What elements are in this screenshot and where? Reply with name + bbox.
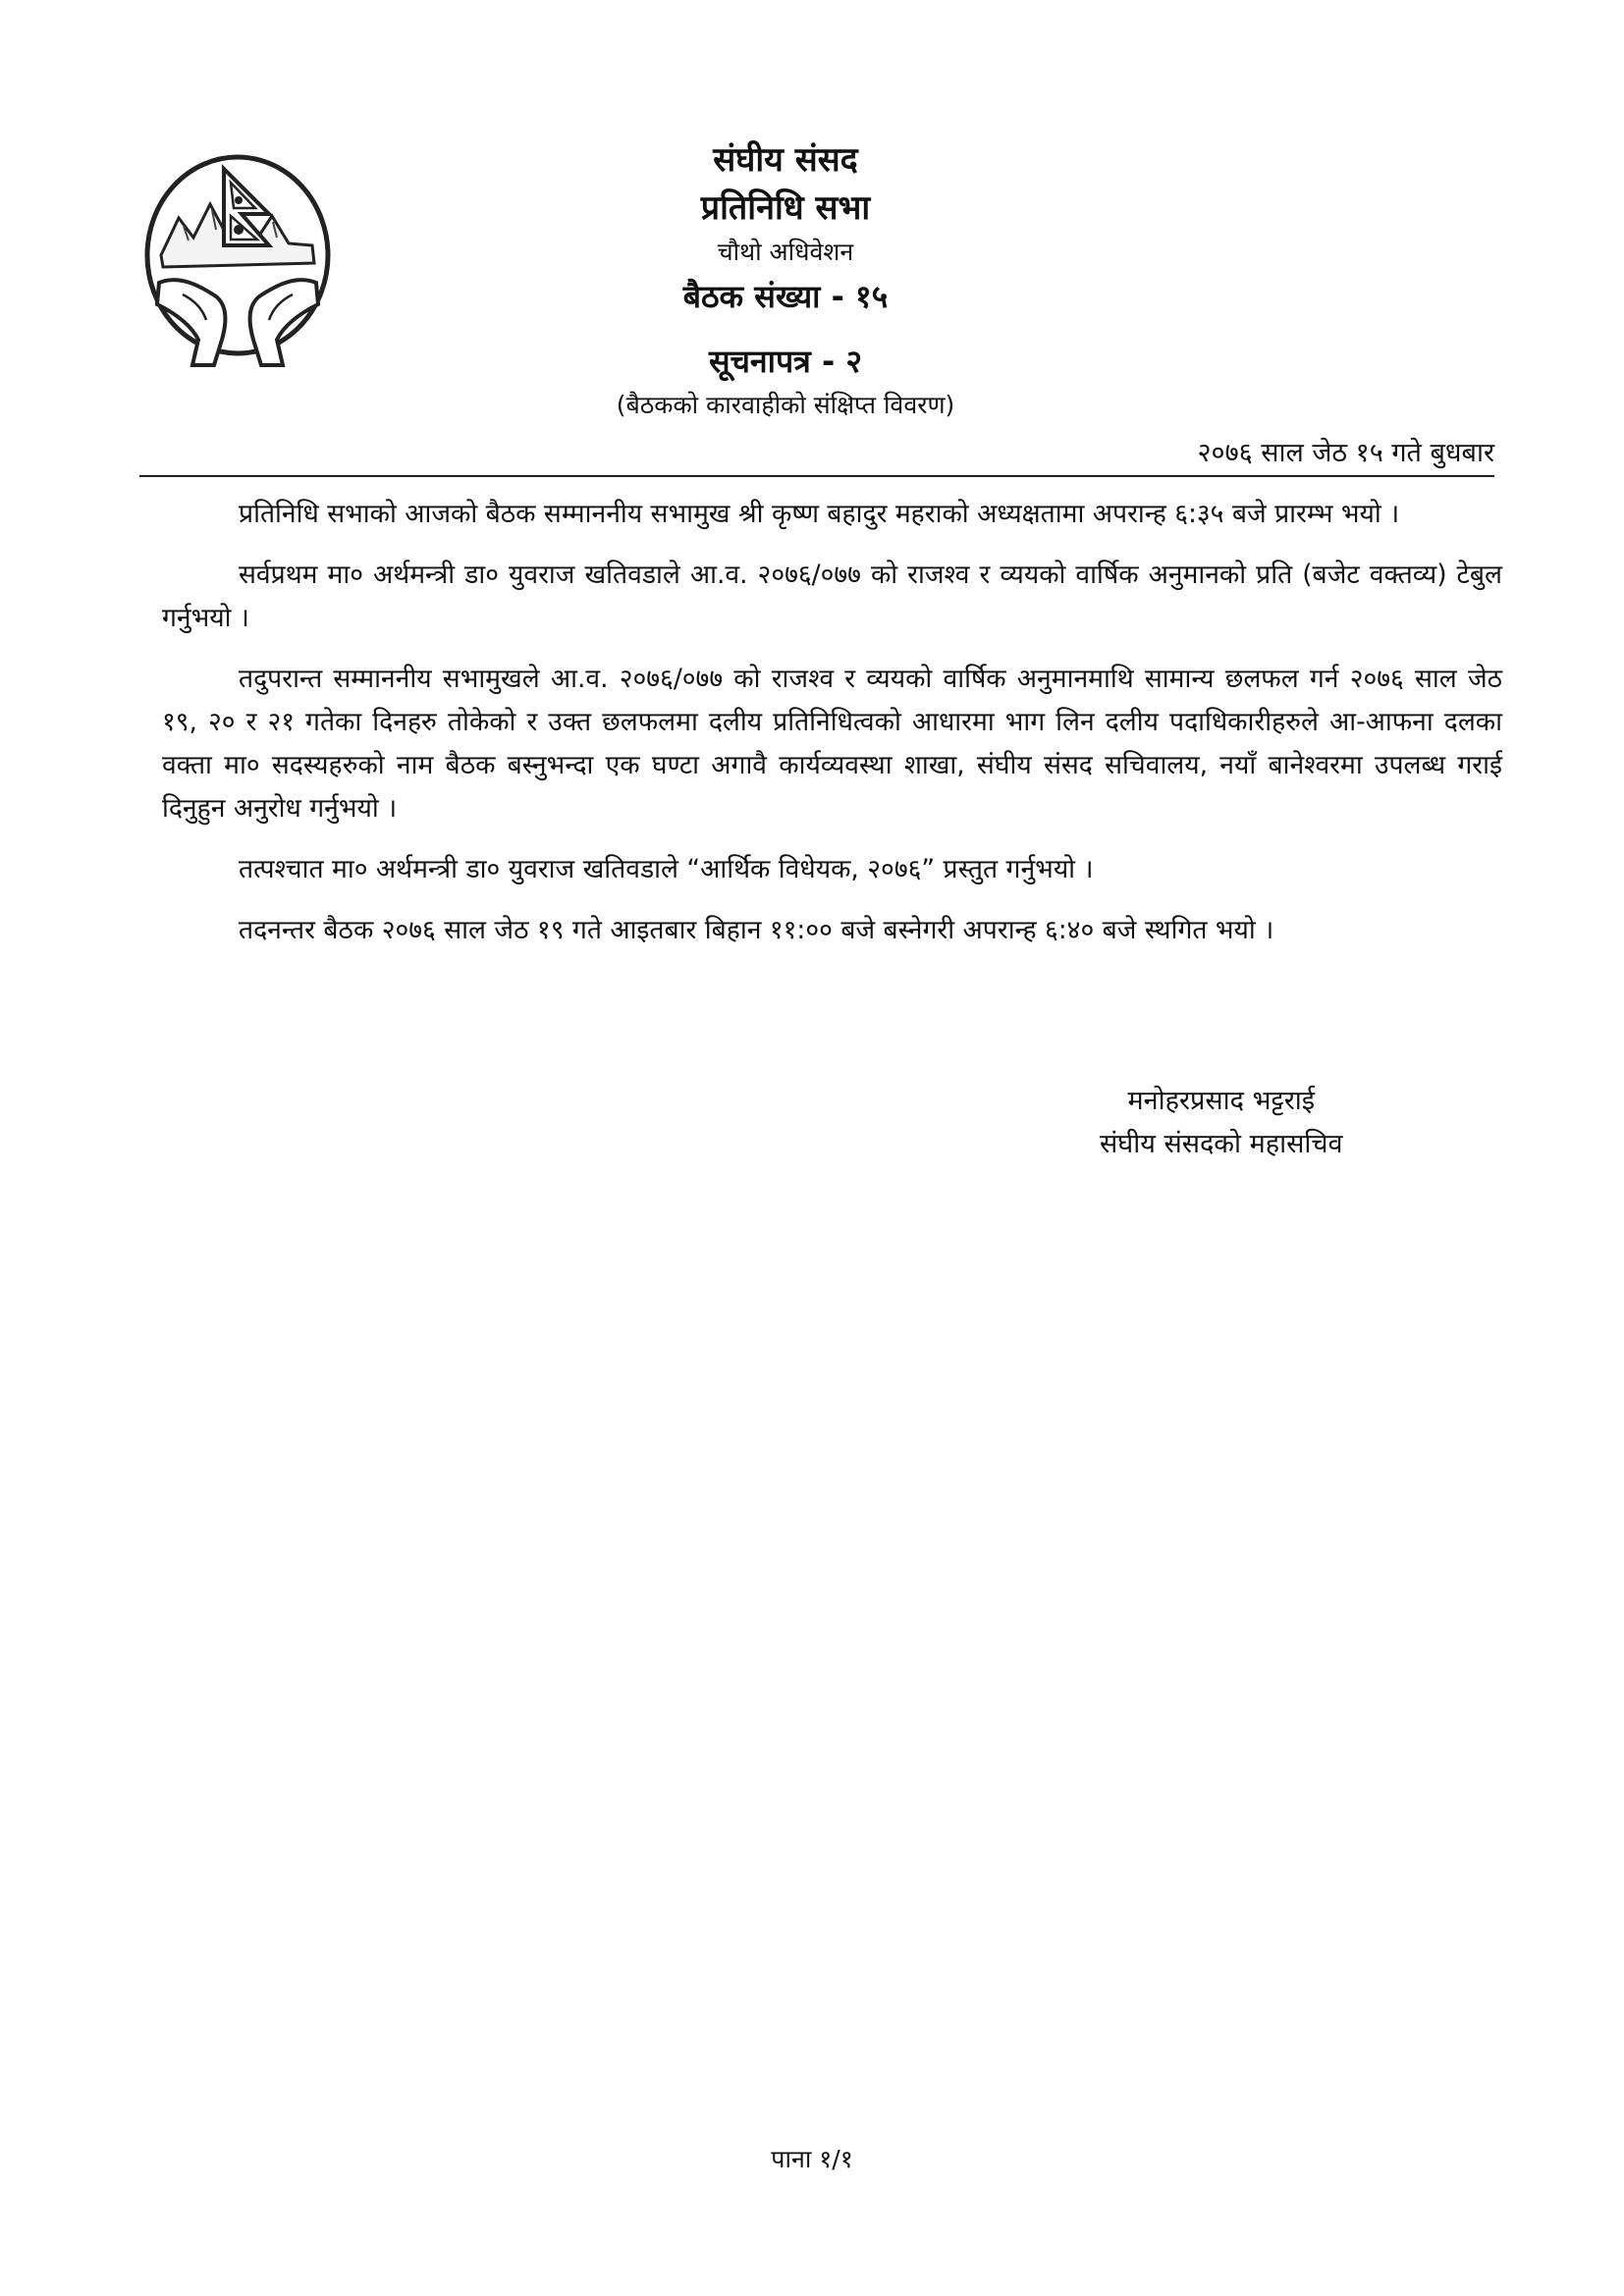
document-body [162, 493, 1502, 970]
header-session: चौथो अधिवेशन [717, 238, 854, 266]
page-number: पाना १/१ [771, 2145, 853, 2173]
paragraph: तदनन्तर बैठक २०७६ साल जेठ १९ गते आइतबार बिहान ११:०० बजे बस्नेगरी अपरान्ह ६:४० बजे स्थगित भयो । [239, 915, 1274, 945]
parliament-emblem-icon [139, 147, 336, 373]
paragraph: तत्पश्चात मा० अर्थमन्त्री डा० युवराज खतिवडाले “आर्थिक विधेयक, २०७६” प्रस्तुत गर्नुभयो । [239, 854, 1094, 884]
document-header [511, 137, 1060, 424]
paragraph: तदुपरान्त सम्माननीय सभामुखले आ.व. २०७६/०७७ को राजश्व र व्ययको वार्षिक अनुमानमाथि सामान्य छलफल गर्न २०७६ साल जेठ १९, २० र २१ गतेका दिनहरु तोकेको र उक्त छलफलमा दलीय प्रतिनिधित्वको आधारमा भाग लिन दलीय पदाधिकारीहरुले आ-आफना दलका वक्ता मा० सदस्यहरुको नाम बैठक बस्नुभन्दा एक घण्टा अगावै कार्यव्यवस्था शाखा, संघीय संसद सचिवालय, नयाँ बानेश्वरमा उपलब्ध गराई दिनुहुन अनुरोध गर्नुभयो । [162, 664, 1502, 824]
signatory-name: मनोहरप्रसाद भट्टराई [1127, 1086, 1315, 1116]
signature-block [1100, 1080, 1342, 1166]
header-divider [139, 475, 1494, 477]
header-subtitle: (बैठकको कारवाहीको संक्षिप्त विवरण) [616, 391, 955, 419]
header-meeting-number: बैठक संख्या - १५ [682, 278, 889, 315]
document-date: २०७६ साल जेठ १५ गते बुधबार [1197, 438, 1494, 468]
header-notice-number: सूचनापत्र - २ [708, 343, 863, 380]
signatory-title: संघीय संसदको महासचिव [1100, 1129, 1343, 1159]
header-house-of-representatives: प्रतिनिधि सभा [700, 188, 871, 228]
paragraph: सर्वप्रथम मा० अर्थमन्त्री डा० युवराज खतिवडाले आ.व. २०७६/०७७ को राजश्व र व्ययको वार्षिक अनुमानको प्रति (बजेट वक्तव्य) टेबुल गर्नुभयो । [162, 560, 1502, 633]
header-federal-parliament: संघीय संसद [713, 140, 858, 180]
paragraph: प्रतिनिधि सभाको आजको बैठक सम्माननीय सभामुख श्री कृष्ण बहादुर महराको अध्यक्षतामा अपरान्ह ६:३५ बजे प्रारम्भ भयो । [239, 499, 1400, 529]
